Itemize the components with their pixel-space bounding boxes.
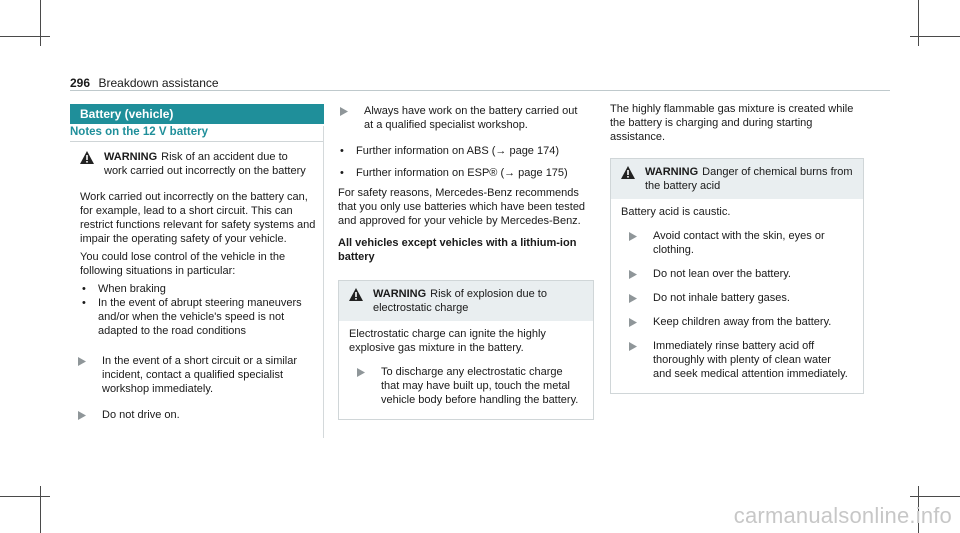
header-rule (70, 90, 890, 91)
warning-box-explosion (338, 280, 594, 420)
warning-text: Risk of an accident due to work carried out incorrectly on the battery (104, 151, 306, 177)
arrow-right-icon (629, 342, 637, 351)
section-title-bar: Battery (vehicle) (70, 104, 324, 124)
instruction-step: Always have work on the battery carried out at a qualified specialist workshop. (332, 104, 594, 132)
crop-mark (0, 36, 50, 37)
arrow-right-icon (357, 368, 365, 377)
arrow-right-icon (629, 270, 637, 279)
bullet-icon: • (82, 283, 86, 295)
warning-label: WARNING (373, 288, 427, 300)
section-subtitle: Notes on the 12 V battery (70, 126, 209, 138)
arrow-right-icon (78, 357, 86, 366)
warning-triangle-icon (621, 166, 635, 179)
warning-header (339, 281, 593, 321)
column-2 (332, 102, 594, 420)
bullet-list (332, 144, 594, 180)
arrow-right-icon (629, 294, 637, 303)
watermark: carmanualsonline.info (733, 503, 952, 528)
warning-text: Danger of chemical burns from the battery acid (645, 166, 853, 192)
instruction-step: Keep children away from the battery. (621, 315, 853, 329)
bullet-icon: • (82, 297, 86, 309)
arrow-right-icon (629, 232, 637, 241)
warning-box-chemical (610, 158, 864, 394)
warning-text: Risk of explosion due to electrostatic charge (373, 288, 547, 314)
crop-mark (40, 486, 41, 533)
warning-accident (70, 150, 324, 178)
page-number: 296 (70, 76, 91, 90)
instruction-step: Do not lean over the battery. (621, 267, 853, 281)
warning-label: WARNING (645, 166, 699, 178)
warning-triangle-icon (349, 288, 363, 301)
paragraph: Work carried out incorrectly on the battery can, for example, lead to a short circuit. This can restrict functions relevant for safety systems and impair the operating safety of your vehicle. (80, 191, 316, 245)
instruction-step: To discharge any electrostatic charge that may have built up, touch the metal vehicle body before handling the battery. (349, 365, 583, 407)
crop-mark (40, 0, 41, 46)
bold-heading: All vehicles except vehicles with a lithium-ion battery (338, 237, 577, 263)
list-item: • Further information on ABS (→ page 174) (340, 145, 559, 157)
paragraph: The highly flammable gas mixture is created while the battery is charging and during starting assistance. (610, 103, 854, 143)
column-3 (610, 102, 864, 394)
column-divider (323, 126, 324, 438)
warning-label: WARNING (104, 151, 158, 163)
paragraph: For safety reasons, Mercedes-Benz recommends that you only use batteries which have been tested and approved for your vehicle by Mercedes-Benz. (338, 187, 586, 227)
bullet-icon: • (340, 167, 344, 179)
list-item: • In the event of abrupt steering maneuvers and/or when the vehicle's speed is not adapted to the road conditions (82, 297, 302, 337)
instruction-step: Avoid contact with the skin, eyes or clothing. (621, 229, 853, 257)
arrow-right-icon (629, 318, 637, 327)
crop-mark (0, 496, 50, 497)
warning-header (611, 159, 863, 199)
subtitle-rule (70, 141, 324, 142)
warning-body: Battery acid is caustic. Avoid contact with the skin, eyes or clothing. Do not lean over the battery. Do not inhale battery gases. Keep children away from the battery. Immediately rinse battery acid off thoroughly with plenty of clean water and seek medical attention immediately. (611, 199, 863, 393)
instruction-step: Do not drive on. (70, 408, 324, 422)
list-item: • Further information on ESP® (→ page 175) (340, 167, 568, 179)
warning-triangle-icon (80, 151, 94, 164)
arrow-right-icon (340, 107, 348, 116)
instruction-step: Do not inhale battery gases. (621, 291, 853, 305)
arrow-right-icon (78, 411, 86, 420)
instruction-step: Immediately rinse battery acid off thoroughly with plenty of clean water and seek medical attention immediately. (621, 339, 853, 381)
warning-body: Electrostatic charge can ignite the highly explosive gas mixture in the battery. To discharge any electrostatic charge that may have built up, touch the metal vehicle body before handling the battery. (339, 321, 593, 419)
instruction-step: In the event of a short circuit or a similar incident, contact a qualified specialist workshop immediately. (70, 354, 324, 396)
bullet-list (70, 282, 324, 338)
column-1 (70, 150, 324, 428)
crop-mark (918, 0, 919, 46)
list-item: • When braking (82, 283, 166, 295)
running-title: Breakdown assistance (98, 76, 219, 90)
paragraph: You could lose control of the vehicle in the following situations in particular: (80, 251, 286, 277)
bullet-icon: • (340, 145, 344, 157)
